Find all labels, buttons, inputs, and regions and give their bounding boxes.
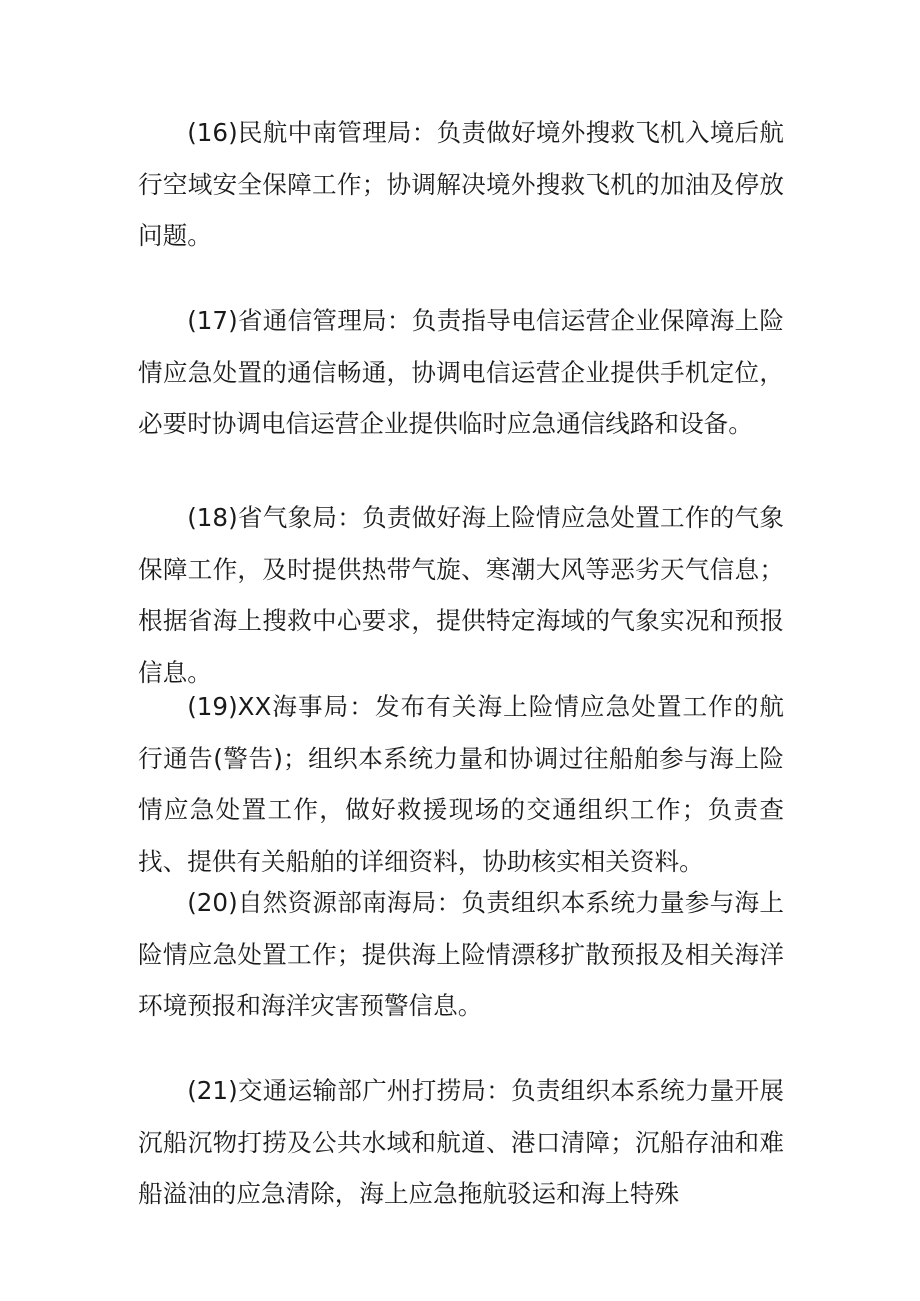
paragraph-19: (19)XX海事局：发布有关海上险情应急处置工作的航行通告(警告)；组织本系统力量和协调过往船舶参与海上险情应急处置工作，做好救援现场的交通组织工作；负责查找、提供有关船舶的详细资料，协助核实相关资料。: [138, 692, 784, 876]
paragraph-21: (21)交通运输部广州打捞局：负责组织本系统力量开展沉船沉物打捞及公共水域和航道、港口清障；沉船存油和难船溢油的应急清除，海上应急拖航驳运和海上特殊: [138, 1076, 784, 1208]
paragraph-18: (18)省气象局：负责做好海上险情应急处置工作的气象保障工作，及时提供热带气旋、寒潮大风等恶劣天气信息；根据省海上搜救中心要求，提供特定海域的气象实况和预报信息。: [138, 503, 784, 687]
paragraph-20: (20)自然资源部南海局：负责组织本系统力量参与海上险情应急处置工作；提供海上险情漂移扩散预报及相关海洋环境预报和海洋灾害预警信息。: [138, 888, 784, 1020]
paragraph-17: (17)省通信管理局：负责指导电信运营企业保障海上险情应急处置的通信畅通，协调电信运营企业提供手机定位，必要时协调电信运营企业提供临时应急通信线路和设备。: [138, 306, 784, 438]
paragraph-16: (16)民航中南管理局：负责做好境外搜救飞机入境后航行空域安全保障工作；协调解决境外搜救飞机的加油及停放问题。: [138, 118, 784, 250]
